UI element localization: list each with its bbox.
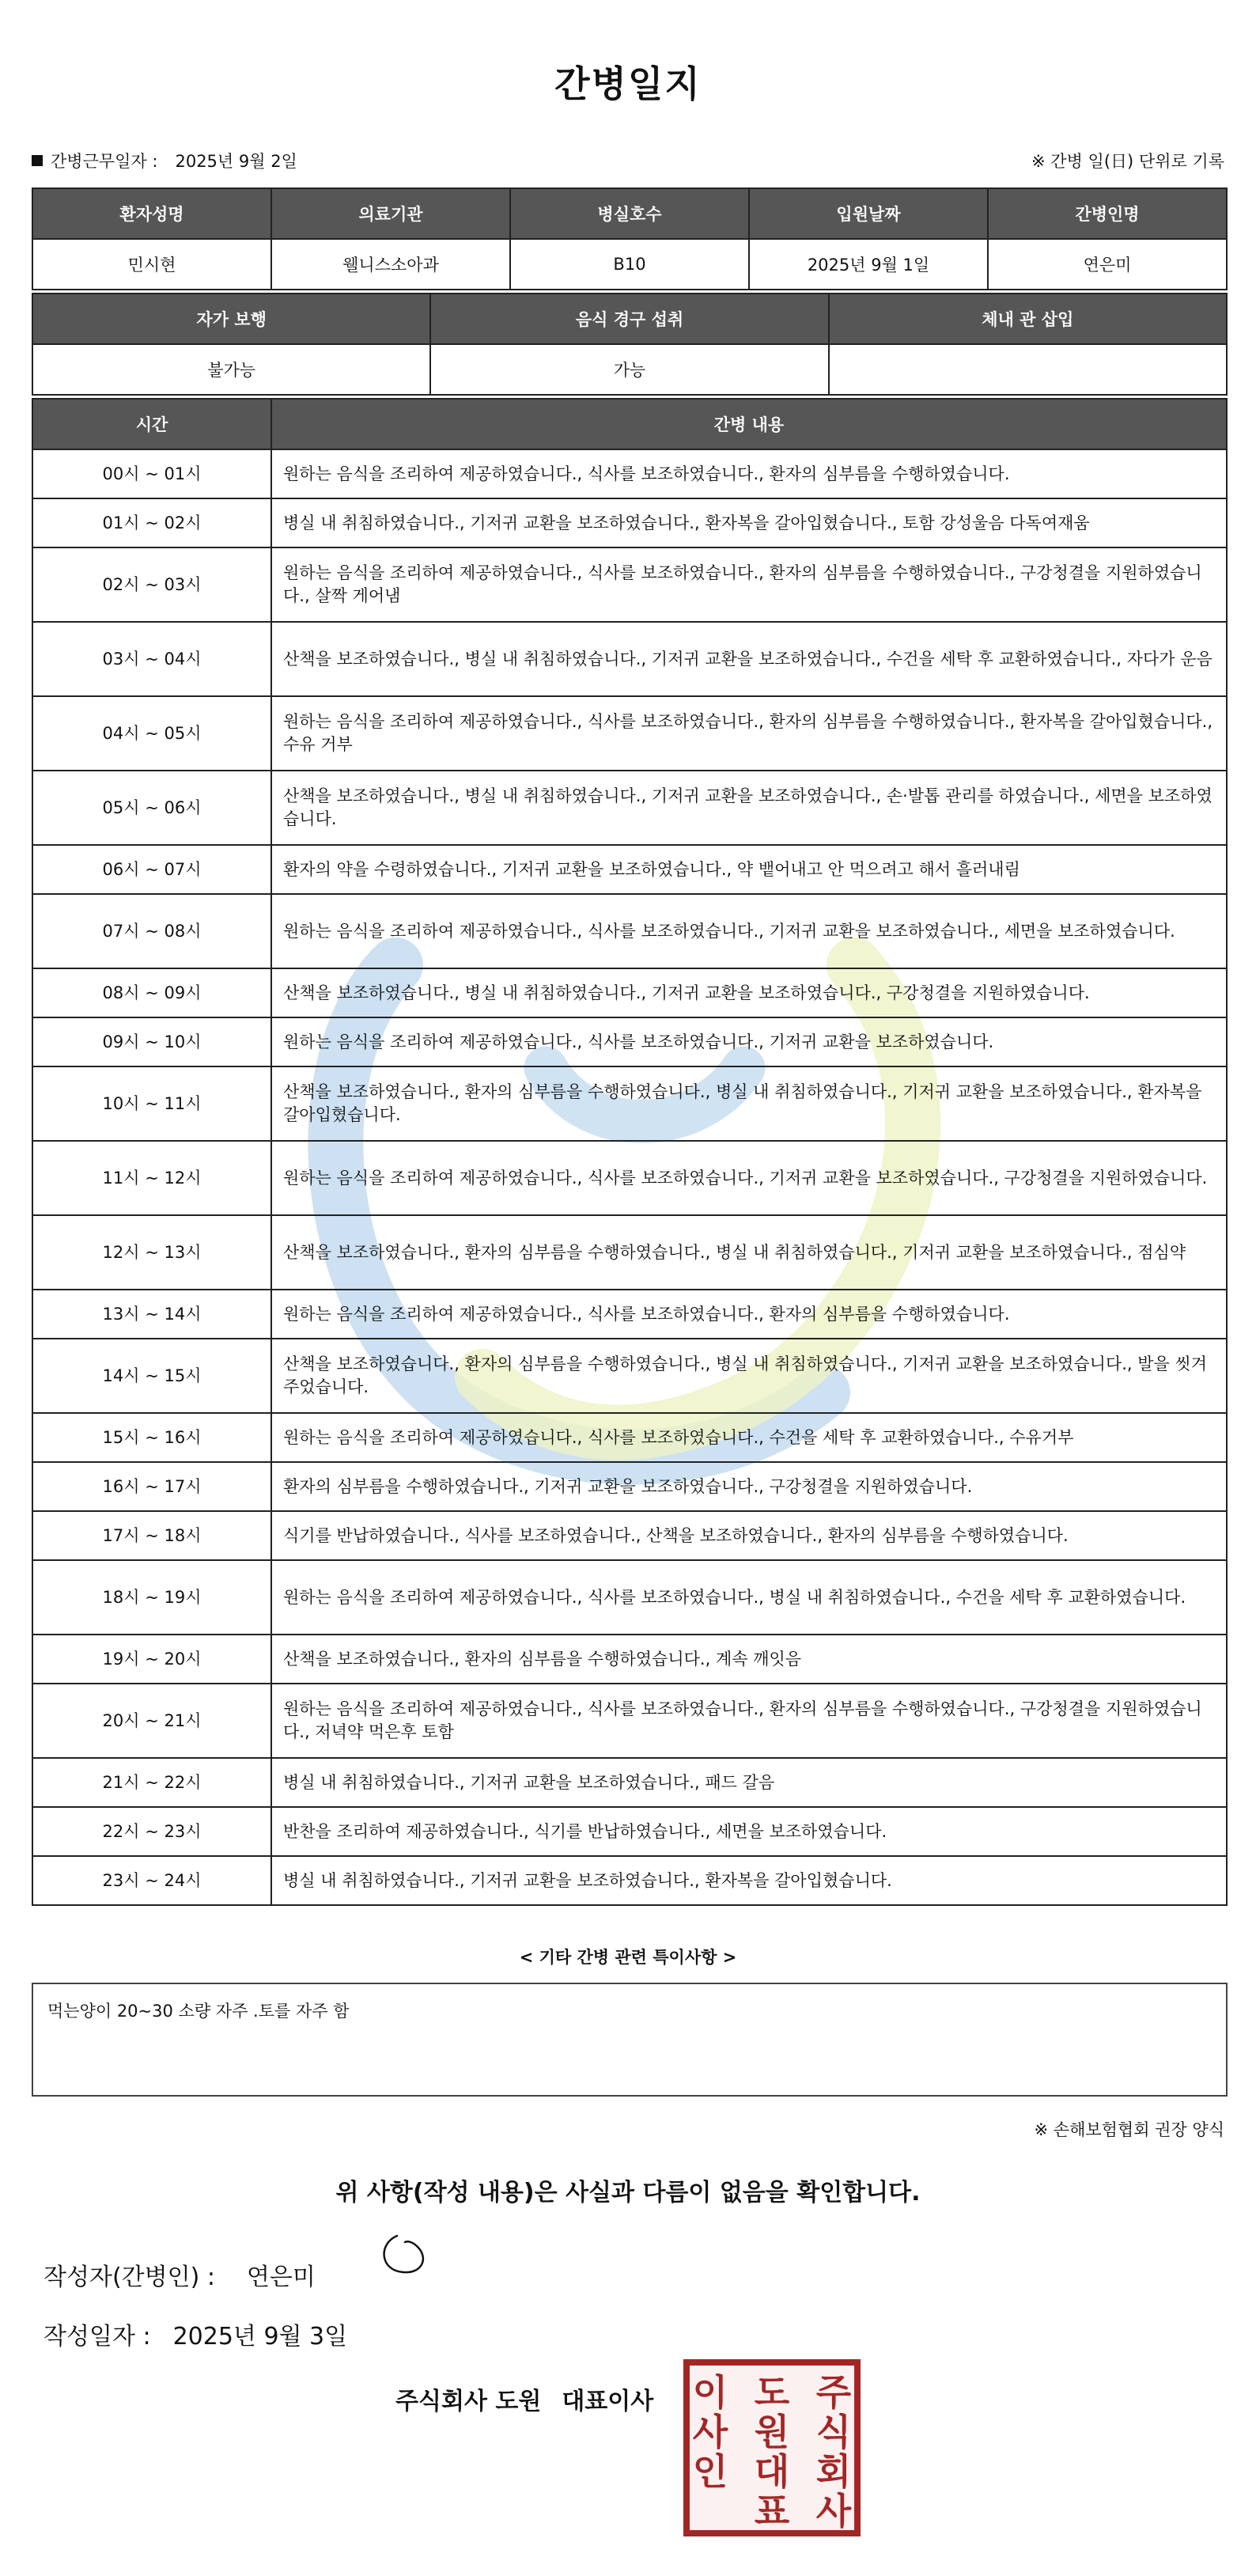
table-row <box>32 1141 1227 1215</box>
row-time: 05시 ~ 06시 <box>32 771 271 845</box>
row-content: 원하는 음식을 조리하여 제공하였습니다., 식사를 보조하였습니다., 환자의 심부름을 수행하였습니다., 구강청결을 지원하였습니다., 살짝 게어냄 <box>271 547 1227 622</box>
row-time: 17시 ~ 18시 <box>32 1511 271 1560</box>
row-content: 원하는 음식을 조리하여 제공하였습니다., 식사를 보조하였습니다., 병실 내 취침하였습니다., 수건을 세탁 후 교환하였습니다. <box>271 1560 1227 1635</box>
header-time: 시간 <box>32 399 271 449</box>
svg-text:인: 인 <box>692 2450 728 2493</box>
row-time: 15시 ~ 16시 <box>32 1413 271 1462</box>
table-row <box>32 894 1227 968</box>
row-time: 20시 ~ 21시 <box>32 1684 271 1758</box>
row-content: 원하는 음식을 조리하여 제공하였습니다., 식사를 보조하였습니다., 기저귀 교환을 보조하였습니다., 구강청결을 지원하였습니다. <box>271 1141 1227 1215</box>
row-time: 13시 ~ 14시 <box>32 1290 271 1339</box>
row-content: 산책을 보조하였습니다., 환자의 심부름을 수행하였습니다., 병실 내 취침하였습니다., 기저귀 교환을 보조하였습니다., 발을 씻겨주었습니다. <box>271 1339 1227 1413</box>
table-row <box>32 771 1227 845</box>
written-date-value: 2025년 9월 3일 <box>172 2323 348 2351</box>
written-date-line <box>44 2317 347 2351</box>
svg-text:사: 사 <box>692 2411 728 2453</box>
record-note: ※ 간병 일(日) 단위로 기록 <box>1031 152 1224 171</box>
svg-text:회: 회 <box>815 2450 852 2493</box>
row-time: 09시 ~ 10시 <box>32 1017 271 1066</box>
row-content: 산책을 보조하였습니다., 환자의 심부름을 수행하였습니다., 계속 깨잇음 <box>271 1635 1227 1684</box>
row-time: 07시 ~ 08시 <box>32 894 271 968</box>
row-content: 원하는 음식을 조리하여 제공하였습니다., 식사를 보조하였습니다., 수건을 세탁 후 교환하였습니다., 수유거부 <box>271 1413 1227 1462</box>
row-time: 18시 ~ 19시 <box>32 1560 271 1635</box>
table-row <box>32 1758 1227 1807</box>
row-content: 산책을 보조하였습니다., 환자의 심부름을 수행하였습니다., 병실 내 취침하였습니다., 기저귀 교환을 보조하였습니다., 환자복을 갈아입혔습니다. <box>271 1066 1227 1141</box>
row-content: 반찬을 조리하여 제공하였습니다., 식기를 반납하였습니다., 세면을 보조하였습니다. <box>271 1807 1227 1856</box>
row-time: 23시 ~ 24시 <box>32 1856 271 1905</box>
row-content: 산책을 보조하였습니다., 병실 내 취침하였습니다., 기저귀 교환을 보조하였습니다., 수건을 세탁 후 교환하였습니다., 자다가 운음 <box>271 622 1227 696</box>
header-oral-intake: 음식 경구 섭취 <box>430 294 828 344</box>
table-row <box>32 1066 1227 1141</box>
row-content: 산책을 보조하였습니다., 병실 내 취침하였습니다., 기저귀 교환을 보조하였습니다., 손·발톱 관리를 하였습니다., 세면을 보조하였습니다. <box>271 771 1227 845</box>
square-bullet-icon <box>32 155 43 166</box>
svg-text:이: 이 <box>692 2371 728 2414</box>
oral-intake-value: 가능 <box>430 344 828 395</box>
row-content: 원하는 음식을 조리하여 제공하였습니다., 식사를 보조하였습니다., 기저귀 교환을 보조하였습니다., 세면을 보조하였습니다. <box>271 894 1227 968</box>
svg-text:주: 주 <box>815 2371 852 2414</box>
row-time: 10시 ~ 11시 <box>32 1066 271 1141</box>
table-row <box>32 547 1227 622</box>
row-content: 원하는 음식을 조리하여 제공하였습니다., 식사를 보조하였습니다., 환자의 심부름을 수행하였습니다., 환자복을 갈아입혔습니다., 수유 거부 <box>271 696 1227 771</box>
patient-name: 민시현 <box>32 239 271 290</box>
caregiver-name: 연은미 <box>988 239 1227 290</box>
page-title: 간병일지 <box>554 63 702 105</box>
svg-text:식: 식 <box>815 2411 852 2453</box>
row-content: 식기를 반납하였습니다., 식사를 보조하였습니다., 산책을 보조하였습니다., 환자의 심부름을 수행하였습니다. <box>271 1511 1227 1560</box>
patient-condition-table <box>32 293 1228 396</box>
svg-text:대: 대 <box>754 2450 790 2493</box>
row-content: 환자의 심부름을 수행하였습니다., 기저귀 교환을 보조하였습니다., 구강청결을 지원하였습니다. <box>271 1462 1227 1511</box>
svg-text:원: 원 <box>754 2411 790 2453</box>
row-content: 병실 내 취침하였습니다., 기저귀 교환을 보조하였습니다., 환자복을 갈아입혔습니다. <box>271 1856 1227 1905</box>
header-tube: 체내 관 삽입 <box>829 294 1227 344</box>
header-caregiver: 간병인명 <box>988 188 1227 239</box>
company-seal <box>683 2359 861 2536</box>
row-time: 01시 ~ 02시 <box>32 498 271 547</box>
row-time: 00시 ~ 01시 <box>32 449 271 498</box>
header-room: 병실호수 <box>510 188 749 239</box>
row-time: 14시 ~ 15시 <box>32 1339 271 1413</box>
header-walking: 자가 보행 <box>32 294 430 344</box>
table-row <box>32 696 1227 771</box>
table-row <box>32 1511 1227 1560</box>
row-time: 11시 ~ 12시 <box>32 1141 271 1215</box>
confirmation-statement: 위 사항(작성 내용)은 사실과 다름이 없음을 확인합니다. <box>335 2179 921 2207</box>
row-content: 원하는 음식을 조리하여 제공하였습니다., 식사를 보조하였습니다., 환자의 심부름을 수행하였습니다. <box>271 1290 1227 1339</box>
row-content: 병실 내 취침하였습니다., 기저귀 교환을 보조하였습니다., 패드 갈음 <box>271 1758 1227 1807</box>
svg-text:사: 사 <box>815 2490 852 2532</box>
work-date <box>32 149 297 172</box>
row-time: 06시 ~ 07시 <box>32 845 271 894</box>
patient-info-table <box>32 188 1228 290</box>
row-time: 02시 ~ 03시 <box>32 547 271 622</box>
tube-value <box>829 344 1227 395</box>
walking-value: 불가능 <box>32 344 430 395</box>
work-date-value: 2025년 9월 2일 <box>175 152 297 171</box>
table-row <box>32 1017 1227 1066</box>
notes-title: < 기타 간병 관련 특이사항 > <box>519 1948 737 1967</box>
table-row <box>32 1684 1227 1758</box>
writer-name: 연은미 <box>246 2263 316 2291</box>
row-time: 03시 ~ 04시 <box>32 622 271 696</box>
table-row <box>32 845 1227 894</box>
table-row <box>32 1856 1227 1905</box>
hospital: 웰니스소아과 <box>271 239 510 290</box>
company-role: 대표이사 <box>562 2388 654 2415</box>
table-row <box>32 968 1227 1017</box>
row-content: 원하는 음식을 조리하여 제공하였습니다., 식사를 보조하였습니다., 기저귀 교환을 보조하였습니다. <box>271 1017 1227 1066</box>
care-schedule-table <box>32 398 1228 1906</box>
header-hospital: 의료기관 <box>271 188 510 239</box>
table-row <box>32 1560 1227 1635</box>
company-line <box>395 2381 653 2416</box>
row-content: 병실 내 취침하였습니다., 기저귀 교환을 보조하였습니다., 환자복을 갈아입혔습니다., 토함 강성울음 다독여재움 <box>271 498 1227 547</box>
writer-label: 작성자(간병인) : <box>44 2263 215 2291</box>
row-content: 산책을 보조하였습니다., 환자의 심부름을 수행하였습니다., 병실 내 취침하였습니다., 기저귀 교환을 보조하였습니다., 점심약 <box>271 1215 1227 1290</box>
row-content: 산책을 보조하였습니다., 병실 내 취침하였습니다., 기저귀 교환을 보조하였습니다., 구강청결을 지원하였습니다. <box>271 968 1227 1017</box>
admission-date: 2025년 9월 1일 <box>749 239 988 290</box>
notes-box <box>32 1983 1228 2097</box>
header-care-content: 간병 내용 <box>271 399 1227 449</box>
svg-text:도: 도 <box>754 2371 790 2414</box>
row-time: 12시 ~ 13시 <box>32 1215 271 1290</box>
table-row <box>32 1215 1227 1290</box>
written-date-label: 작성일자 : <box>44 2323 151 2351</box>
row-content: 원하는 음식을 조리하여 제공하였습니다., 식사를 보조하였습니다., 환자의 심부름을 수행하였습니다. <box>271 449 1227 498</box>
notes-text: 먹는양이 20~30 소량 자주 .토를 자주 함 <box>47 2002 350 2021</box>
table-row <box>32 498 1227 547</box>
writer-line <box>44 2257 316 2292</box>
row-content: 환자의 약을 수령하였습니다., 기저귀 교환을 보조하였습니다., 약 뱉어내고 안 먹으려고 해서 흘러내림 <box>271 845 1227 894</box>
table-row <box>32 1807 1227 1856</box>
signature-mark <box>373 2231 445 2279</box>
table-row <box>32 622 1227 696</box>
recommend-note: ※ 손해보험협회 권장 양식 <box>1034 2120 1224 2139</box>
table-row <box>32 449 1227 498</box>
row-time: 04시 ~ 05시 <box>32 696 271 771</box>
table-row <box>32 1413 1227 1462</box>
row-time: 08시 ~ 09시 <box>32 968 271 1017</box>
table-row <box>32 1290 1227 1339</box>
svg-text:표: 표 <box>754 2490 790 2532</box>
table-row <box>32 1339 1227 1413</box>
header-patient-name: 환자성명 <box>32 188 271 239</box>
row-time: 16시 ~ 17시 <box>32 1462 271 1511</box>
room-number: B10 <box>510 239 749 290</box>
table-row <box>32 1462 1227 1511</box>
table-row <box>32 1635 1227 1684</box>
row-content: 원하는 음식을 조리하여 제공하였습니다., 식사를 보조하였습니다., 환자의 심부름을 수행하였습니다., 구강청결을 지원하였습니다., 저녁약 먹은후 토함 <box>271 1684 1227 1758</box>
work-date-label: 간병근무일자 : <box>51 152 158 171</box>
company-name: 주식회사 도원 <box>395 2388 542 2415</box>
header-admission-date: 입원날짜 <box>749 188 988 239</box>
row-time: 22시 ~ 23시 <box>32 1807 271 1856</box>
row-time: 21시 ~ 22시 <box>32 1758 271 1807</box>
row-time: 19시 ~ 20시 <box>32 1635 271 1684</box>
